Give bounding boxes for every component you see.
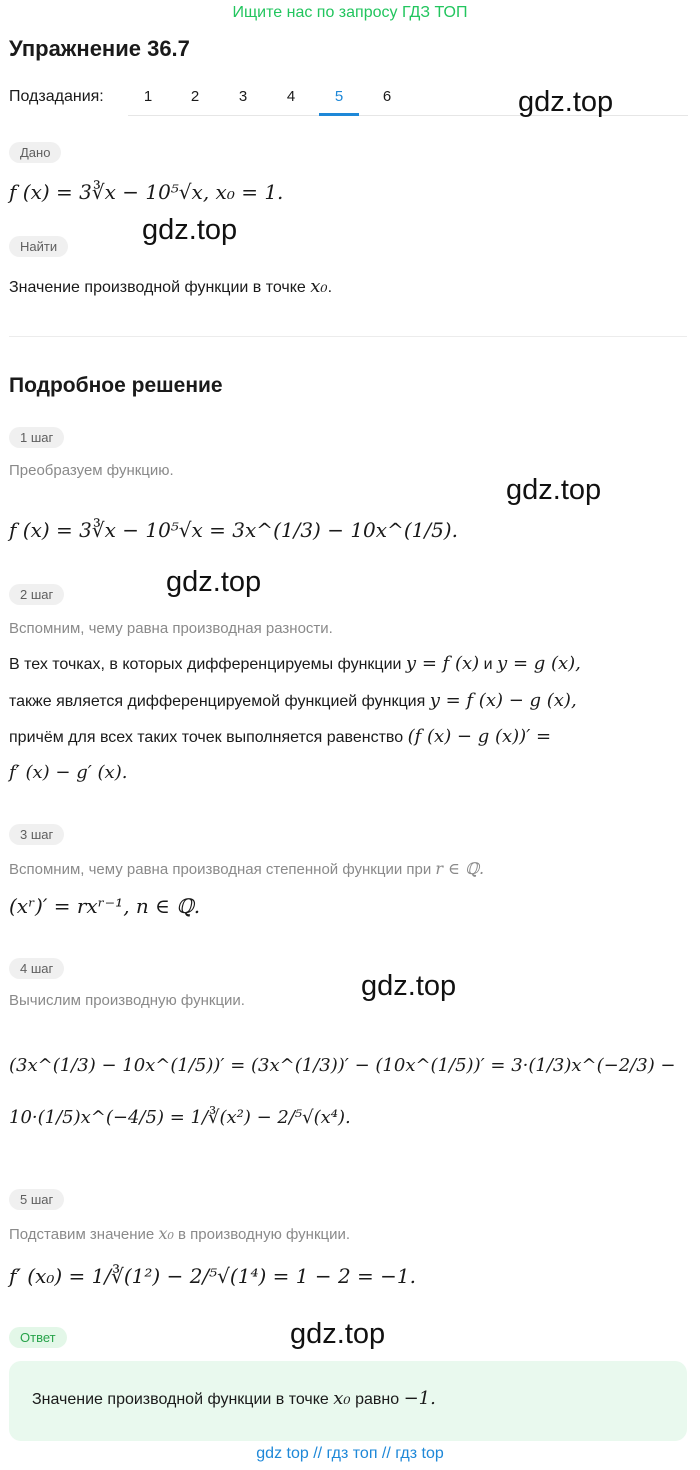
watermark: gdz.top bbox=[166, 566, 262, 598]
step-2-line-3 bbox=[9, 726, 551, 747]
step-pill: 4 шаг bbox=[9, 958, 64, 979]
watermark: gdz.top bbox=[361, 970, 457, 1002]
note-var: x₀ bbox=[158, 1224, 174, 1243]
step-pill: 2 шаг bbox=[9, 584, 64, 605]
given-formula: f (x) = 3∛x − 10⁵√x, x₀ = 1. bbox=[9, 180, 284, 204]
step-4 bbox=[9, 958, 64, 979]
answer-text bbox=[32, 1388, 436, 1409]
section-divider bbox=[9, 336, 687, 337]
top-banner[interactable]: Ищите нас по запросу ГДЗ ТОП bbox=[232, 4, 468, 21]
tab-subtask-1[interactable]: 1 bbox=[143, 88, 153, 105]
tab-subtask-6[interactable]: 6 bbox=[382, 88, 392, 105]
step-pill: 5 шаг bbox=[9, 1189, 64, 1210]
tab-subtask-2[interactable]: 2 bbox=[190, 88, 200, 105]
active-tab-indicator bbox=[319, 113, 359, 116]
step-note: Преобразуем функцию. bbox=[9, 462, 174, 479]
math-fragment: y = f (x) − g (x), bbox=[429, 690, 577, 711]
note-text: Подставим значение bbox=[9, 1226, 155, 1243]
note-text: Вспомним, чему равна производная степенной функции при bbox=[9, 861, 432, 878]
solution-title: Подробное решение bbox=[9, 374, 223, 397]
step-4-formula: (3x^(1/3) − 10x^(1/5))′ = (3x^(1/3))′ − (10x^(1/5))′ = 3·(1/3)x^(−2/3) − 10·(1/5)x^(−4/5) = 1/∛(x²) − 2/⁵√(x⁴). bbox=[9, 1055, 676, 1128]
answer-mid: равно bbox=[355, 1391, 400, 1408]
text-fragment: В тех точках, в которых дифференцируемы функции bbox=[9, 656, 402, 673]
answer-value: −1. bbox=[403, 1388, 436, 1409]
page-title: Упражнение 36.7 bbox=[9, 36, 190, 61]
answer-pill: Ответ bbox=[9, 1327, 67, 1348]
math-fragment: (f (x) − g (x))′ = bbox=[407, 726, 552, 747]
watermark: gdz.top bbox=[142, 214, 238, 246]
tab-subtask-3[interactable]: 3 bbox=[238, 88, 248, 105]
answer-label: Значение производной функции в точке bbox=[32, 1391, 329, 1408]
step-note bbox=[9, 859, 484, 878]
step-2-line-1 bbox=[9, 653, 581, 674]
subtasks-label: Подзадания: bbox=[9, 88, 104, 105]
text-fragment: причём для всех таких точек выполняется равенство bbox=[9, 729, 404, 746]
given-pill: Дано bbox=[9, 142, 61, 163]
answer-var: x₀ bbox=[333, 1388, 351, 1409]
step-3-formula: (xʳ)′ = rxʳ⁻¹, n ∈ ℚ. bbox=[9, 894, 201, 918]
footer-links[interactable]: gdz top // гдз топ // гдз top bbox=[256, 1445, 444, 1462]
answer-section bbox=[9, 1327, 67, 1348]
given-section bbox=[9, 142, 61, 163]
text-fragment: и bbox=[483, 656, 493, 673]
step-note: Вычислим производную функции. bbox=[9, 992, 245, 1009]
watermark: gdz.top bbox=[518, 86, 614, 118]
step-1 bbox=[9, 427, 64, 448]
step-1-formula: f (x) = 3∛x − 10⁵√x = 3x^(1/3) − 10x^(1/5). bbox=[9, 518, 458, 542]
find-pill: Найти bbox=[9, 236, 68, 257]
watermark: gdz.top bbox=[506, 474, 602, 506]
find-var: x₀ bbox=[310, 276, 328, 297]
step-note bbox=[9, 1224, 350, 1243]
find-text bbox=[9, 276, 332, 297]
watermark: gdz.top bbox=[290, 1318, 386, 1350]
step-5 bbox=[9, 1189, 64, 1210]
tab-subtask-5[interactable]: 5 bbox=[334, 88, 344, 105]
note-text: в производную функции. bbox=[178, 1226, 351, 1243]
step-pill: 3 шаг bbox=[9, 824, 64, 845]
math-fragment: y = f (x) bbox=[405, 653, 480, 674]
find-text-label: Значение производной функции в точке bbox=[9, 279, 306, 296]
text-fragment: также является дифференцируемой функцией функция bbox=[9, 693, 426, 710]
find-section bbox=[9, 236, 68, 257]
step-2-line-4: f′ (x) − g′ (x). bbox=[9, 762, 128, 783]
step-5-formula: f′ (x₀) = 1/∛(1²) − 2/⁵√(1⁴) = 1 − 2 = −1. bbox=[9, 1264, 416, 1288]
step-note: Вспомним, чему равна производная разности. bbox=[9, 620, 333, 637]
note-math: r ∈ ℚ. bbox=[435, 859, 485, 878]
tab-subtask-4[interactable]: 4 bbox=[286, 88, 296, 105]
step-2 bbox=[9, 584, 64, 605]
math-fragment: y = g (x), bbox=[497, 653, 581, 674]
step-pill: 1 шаг bbox=[9, 427, 64, 448]
find-end: . bbox=[327, 279, 333, 296]
step-2-line-2 bbox=[9, 690, 577, 711]
step-3 bbox=[9, 824, 64, 845]
